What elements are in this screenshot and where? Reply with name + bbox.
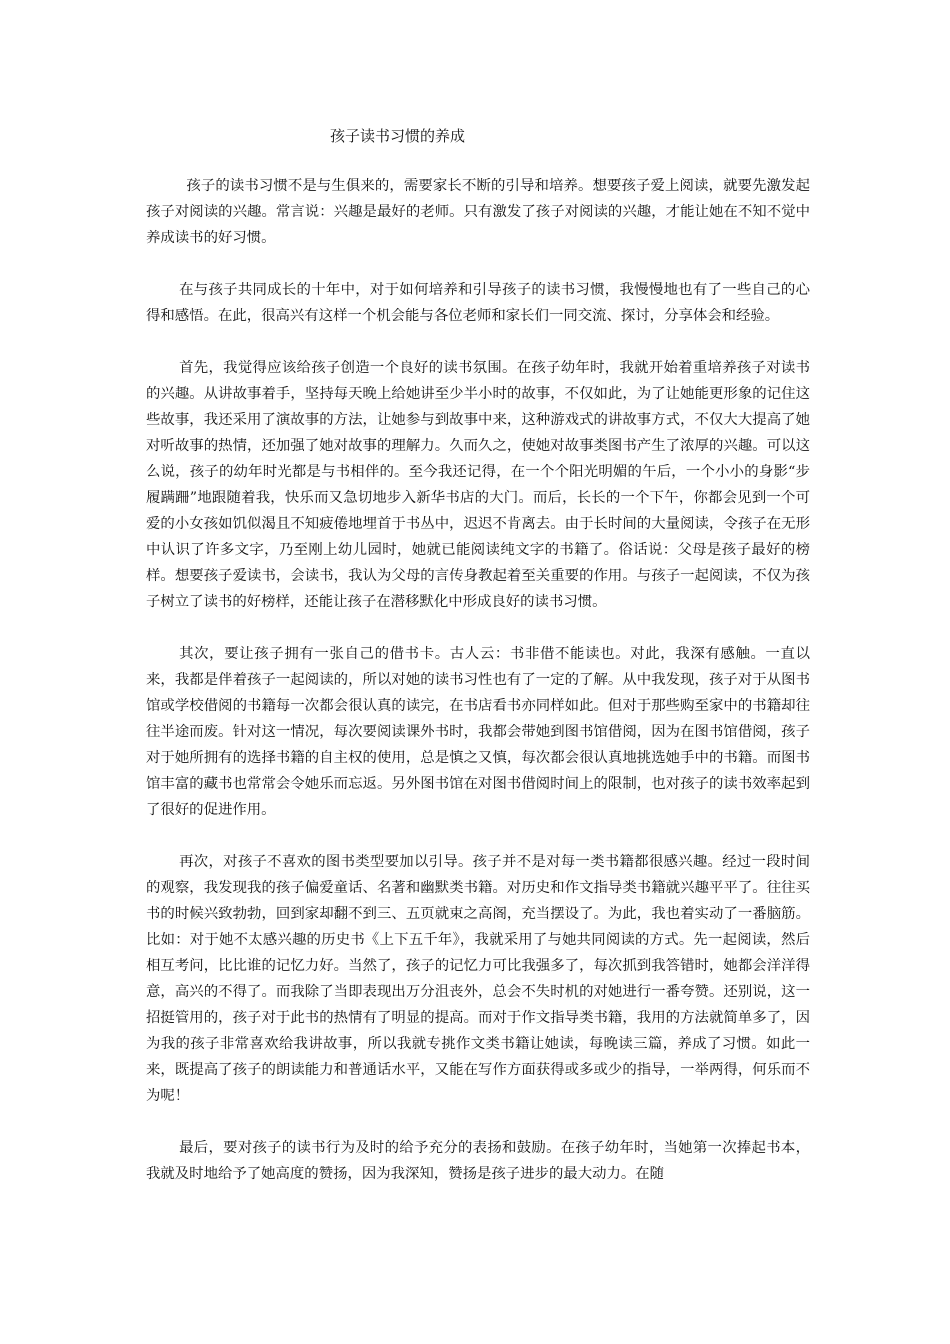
paragraph-first-point: 首先，我觉得应该给孩子创造一个良好的读书氛围。在孩子幼年时，我就开始着重培养孩子对读书的兴趣。从讲故事着手，坚持每天晚上给她讲至少半小时的故事，不仅如此，为了让她能更形象的记住这些故事，我还采用了演故事的方法，让她参与到故事中来，这种游戏式的讲故事方式，不仅大大提高了她对听故事的热情，还加强了她对故事的理解力。久而久之，使她对故事类图书产生了浓厚的兴趣。可以这么说，孩子的幼年时光都是与书相伴的。至今我还记得，在一个个阳光明媚的午后，一个小小的身影“步履蹒跚”地跟随着我，快乐而又急切地步入新华书店的大门。而后，长长的一个下午，你都会见到一个可爱的小女孩如饥似渴且不知疲倦地埋首于书丛中，迟迟不肯离去。由于长时间的大量阅读，令孩子在无形中认识了许多文字，乃至刚上幼儿园时，她就已能阅读纯文字的书籍了。俗话说：父母是孩子最好的榜样。想要孩子爱读书，会读书，我认为父母的言传身教起着至关重要的作用。与孩子一起阅读，不仅为孩子树立了读书的好榜样，还能让孩子在潜移默化中形成良好的读书习惯。 bbox=[146, 360, 810, 610]
document-body bbox=[146, 173, 810, 1187]
paragraph-second-point: 其次，要让孩子拥有一张自己的借书卡。古人云：书非借不能读也。对此，我深有感触。一直以来，我都是伴着孩子一起阅读的，所以对她的读书习性也有了一定的了解。从中我发现，孩子对于从图书馆或学校借阅的书籍每一次都会很认真的读完，在书店看书亦同样如此。但对于那些购至家中的书籍却往往半途而废。针对这一情况，每次要阅读课外书时，我都会带她到图书馆借阅，因为在图书馆借阅，孩子对于她所拥有的选择书籍的自主权的使用，总是慎之又慎，每次都会很认真地挑选她手中的书籍。而图书馆丰富的藏书也常常会令她乐而忘返。另外图书馆在对图书借阅时间上的限制，也对孩子的读书效率起到了很好的促进作用。 bbox=[146, 646, 810, 818]
paragraph-final-point: 最后，要对孩子的读书行为及时的给予充分的表扬和鼓励。在孩子幼年时，当她第一次捧起书本，我就及时地给予了她高度的赞扬，因为我深知，赞扬是孩子进步的最大动力。在随 bbox=[146, 1140, 810, 1182]
document-title: 孩子读书习惯的养成 bbox=[330, 127, 466, 145]
paragraph-intro: 孩子的读书习惯不是与生俱来的，需要家长不断的引导和培养。想要孩子爱上阅读，就要先激发起孩子对阅读的兴趣。常言说：兴趣是最好的老师。只有激发了孩子对阅读的兴趣，才能让她在不知不觉中养成读书的好习惯。 bbox=[146, 178, 810, 246]
paragraph-experience: 在与孩子共同成长的十年中，对于如何培养和引导孩子的读书习惯，我慢慢地也有了一些自己的心得和感悟。在此，很高兴有这样一个机会能与各位老师和家长们一同交流、探讨，分享体会和经验。 bbox=[146, 282, 810, 324]
paragraph-third-point: 再次，对孩子不喜欢的图书类型要加以引导。孩子并不是对每一类书籍都很感兴趣。经过一段时间的观察，我发现我的孩子偏爱童话、名著和幽默类书籍。对历史和作文指导类书籍就兴趣平平了。往往买书的时候兴致勃勃，回到家却翻不到三、五页就束之高阁，充当摆设了。为此，我也着实动了一番脑筋。比如：对于她不太感兴趣的历史书《上下五千年》，我就采用了与她共同阅读的方式。先一起阅读，然后相互考问，比比谁的记忆力好。当然了，孩子的记忆力可比我强多了，每次抓到我答错时，她都会洋洋得意，高兴的不得了。而我除了当即表现出万分沮丧外，总会不失时机的对她进行一番夸赞。还别说，这一招挺管用的，孩子对于此书的热情有了明显的提高。而对于作文指导类书籍，我用的方法就简单多了，因为我的孩子非常喜欢给我讲故事，所以我就专挑作文类书籍让她读，每晚读三篇，养成了习惯。如此一来，既提高了孩子的朗读能力和普通话水平，又能在写作方面获得或多或少的指导，一举两得，何乐而不为呢！ bbox=[146, 854, 810, 1104]
